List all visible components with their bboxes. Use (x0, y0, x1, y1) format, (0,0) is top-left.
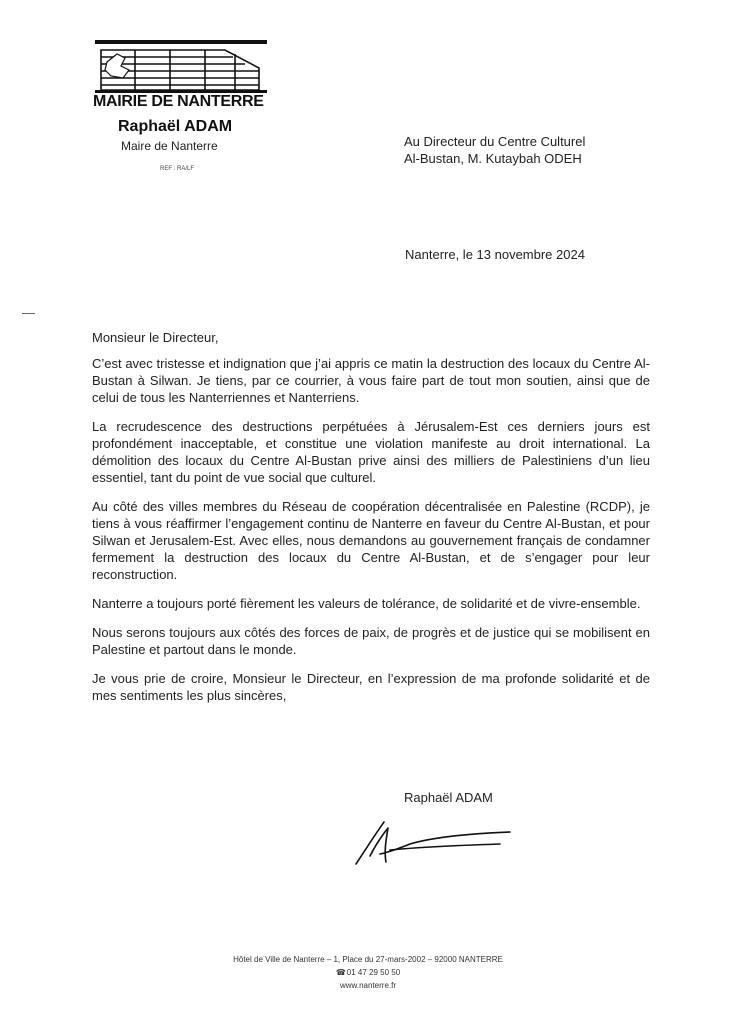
paragraph: Nanterre a toujours porté fièrement les valeurs de tolérance, de solidarité et de vivre-ensemble. (92, 596, 641, 611)
footer-phone: 01 47 29 50 50 (346, 968, 401, 977)
footer-phone-line (190, 966, 546, 979)
handwritten-signature (350, 808, 520, 870)
fold-mark (22, 313, 35, 314)
mayor-name: Raphaël ADAM (118, 118, 233, 135)
letter-body (92, 355, 650, 716)
footer-address: Hôtel de Ville de Nanterre – 1, Place du 27-mars-2002 – 92000 NANTERRE (233, 955, 503, 964)
place-and-date: Nanterre, le 13 novembre 2024 (405, 247, 585, 262)
paragraph: Au côté des villes membres du Réseau de coopération décentralisée en Palestine (RCDP), je tiens à vous réaffirmer l’engagement continu de Nanterre en faveur du Centre Al-Bustan, et pour Silwan et Jerusalem-Est. Avec elles, nous demandons au gouvernement français de condamner fermement la destruction des locaux du Centre Al-Bustan, et de s’engager pour leur reconstruction. (92, 499, 650, 582)
phone-icon: ☎ (335, 968, 346, 977)
recipient-line-2: Al-Bustan, M. Kutaybah ODEH (404, 151, 582, 166)
city-hall-logo (95, 40, 267, 96)
paragraph: La recrudescence des destructions perpétuées à Jérusalem-Est ces derniers jours est profondément inacceptable, et constitue une violation manifeste au droit international. La démolition des locaux du Centre Al-Bustan prive ainsi des milliers de Palestiniens d’un lieu essentiel, tant du point de vue social que culturel. (92, 419, 650, 485)
recipient-address (404, 133, 585, 167)
salutation: Monsieur le Directeur, (92, 330, 219, 345)
mayor-title: Maire de Nanterre (121, 139, 218, 153)
footer (190, 953, 546, 992)
signer-name: Raphaël ADAM (404, 790, 493, 805)
recipient-line-1: Au Directeur du Centre Culturel (404, 134, 586, 149)
reference-code: REF : RA/LF (160, 166, 195, 172)
paragraph: Je vous prie de croire, Monsieur le Directeur, en l’expression de ma profonde solidarité et de mes sentiments les plus sincères, (92, 671, 650, 703)
organization-name: MAIRIE DE NANTERRE (93, 93, 264, 110)
paragraph: Nous serons toujours aux côtés des forces de paix, de progrès et de justice qui se mobilisent en Palestine et partout dans le monde. (92, 625, 650, 657)
footer-website[interactable]: www.nanterre.fr (339, 981, 397, 990)
paragraph: C’est avec tristesse et indignation que j’ai appris ce matin la destruction des locaux du Centre Al-Bustan à Silwan. Je tiens, par ce courrier, à vous faire part de tout mon soutien, ainsi que de celui de tous les Nanterriennes et Nanterriens. (92, 356, 650, 405)
